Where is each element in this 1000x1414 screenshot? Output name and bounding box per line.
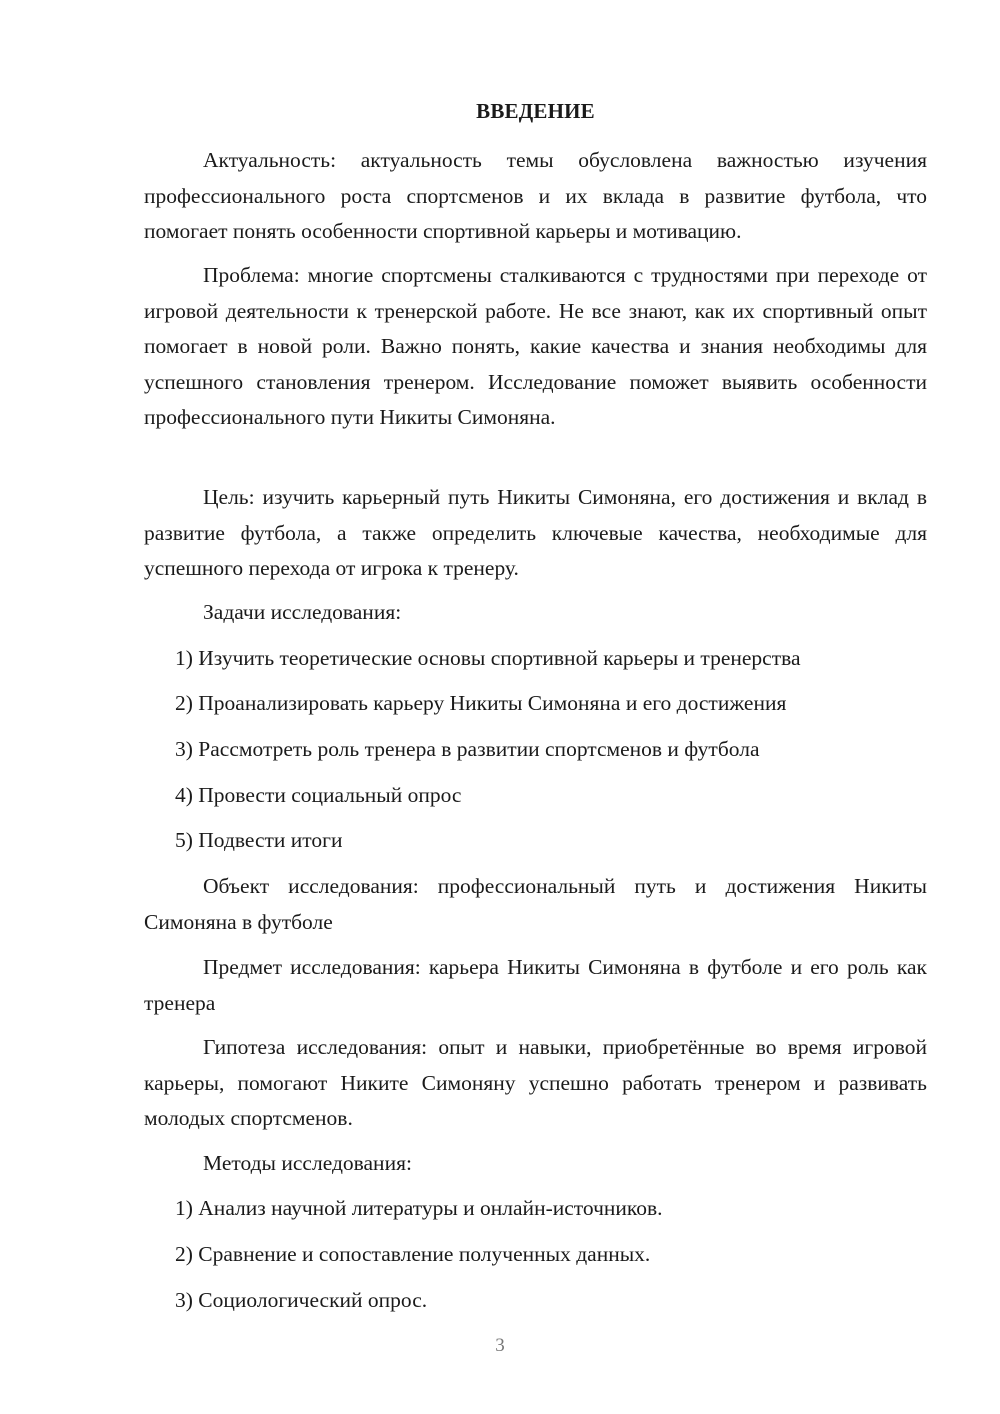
- page-number: 3: [495, 1335, 505, 1356]
- section-title: ВВЕДЕНИЕ: [476, 99, 595, 123]
- task-item-3: 3) Рассмотреть роль тренера в развитии спортсменов и футбола: [175, 737, 760, 761]
- methods-heading: Методы исследования:: [203, 1151, 412, 1175]
- object-paragraph: Объект исследования: профессиональный путь и достижения Никиты Симоняна в футболе: [144, 874, 927, 934]
- task-item-1: 1) Изучить теоретические основы спортивной карьеры и тренерства: [175, 646, 801, 670]
- method-item-1: 1) Анализ научной литературы и онлайн-источников.: [175, 1196, 663, 1220]
- tasks-heading: Задачи исследования:: [203, 600, 402, 624]
- task-item-5: 5) Подвести итоги: [175, 828, 343, 852]
- method-item-3: 3) Социологический опрос.: [175, 1288, 428, 1312]
- subject-paragraph: Предмет исследования: карьера Никиты Симоняна в футболе и его роль как тренера: [144, 955, 927, 1015]
- task-item-4: 4) Провести социальный опрос: [175, 783, 462, 807]
- problem-paragraph: Проблема: многие спортсмены сталкиваются с трудностями при переходе от игровой деятельности к тренерской работе. Не все знают, как их спортивный опыт помогает в новой роли. Важно понять, какие качества и знания необходимы для успешного становления тренером. Исследование поможет выявить особенности профессионального пути Никиты Симоняна.: [144, 263, 927, 429]
- method-item-2: 2) Сравнение и сопоставление полученных данных.: [175, 1242, 651, 1266]
- hypothesis-paragraph: Гипотеза исследования: опыт и навыки, приобретённые во время игровой карьеры, помогают Никите Симоняну успешно работать тренером и развивать молодых спортсменов.: [144, 1035, 927, 1130]
- goal-paragraph: Цель: изучить карьерный путь Никиты Симоняна, его достижения и вклад в развитие футбола, а также определить ключевые качества, необходимые для успешного перехода от игрока к тренеру.: [144, 485, 927, 580]
- task-item-2: 2) Проанализировать карьеру Никиты Симоняна и его достижения: [175, 691, 787, 715]
- relevance-paragraph: Актуальность: актуальность темы обусловлена важностью изучения профессионального роста спортсменов и их вклада в развитие футбола, что помогает понять особенности спортивной карьеры и мотивацию.: [144, 148, 927, 243]
